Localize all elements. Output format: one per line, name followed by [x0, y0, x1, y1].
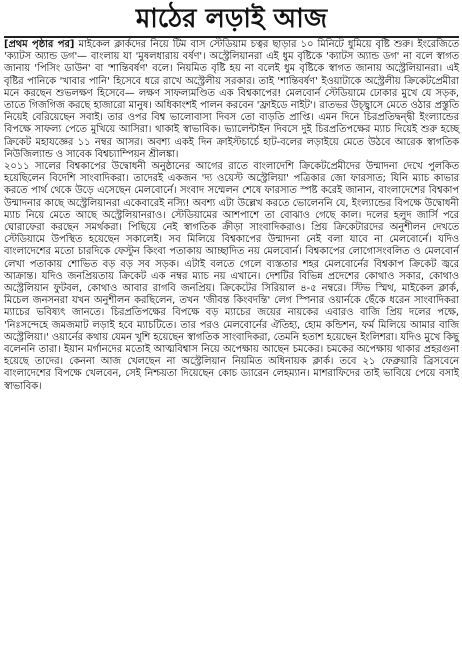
article-body	[4, 39, 459, 393]
continuation-tag: [প্রথম পৃষ্ঠার পর]	[4, 39, 75, 50]
article-paragraph-2	[4, 161, 459, 393]
headline: মাঠের লড়াই আজ	[135, 4, 328, 34]
paragraph-text: ২০১১ সালের বিশ্বকাপের উদ্বোধনী অনুষ্ঠানের আগের রাতে বাংলাদেশি ক্রিকেটপ্রেমীদের উন্মাদনা দেখে পুলকিত হয়েছিলেন বিদেশি সাংবাদিকরা। তাদেরই একজন 'দ্য ওয়েস্ট অস্ট্রেলিয়া' পত্রিকার জো ফারসাত; যিনি ম্যাচ কাভার করতে পার্থ থেকে উড়ে এসেছেন মেলবোর্নে। সংবাদ সম্মেলন শেষে ফারসাত স্পষ্ট করেই জানান, বাংলাদেশের বিশ্বকাপ উন্মাদনার কাছে অস্ট্রেলিয়ানরা একেবারেই নস্যি! অবশ্য এটা উল্লেখ করতে ভোলেননি যে, ইংল্যান্ডের বিপক্ষে উদ্বোধনী ম্যাচ নিয়ে মেতে আছে অস্ট্রেলিয়ানরাও। স্টেডিয়ামের আশপাশে তা বোঝাও গেছে কাল। দলের হলুদ জার্সি পরে ঘোরাফেরা করছেন সমর্থকরা। পিছিয়ে নেই স্বাগতিক ক্রীড়া সাংবাদিকরাও। প্রিয় ক্রিকেটারদের অনুশীলন দেখতে স্টেডিয়ামে উপস্থিত হয়েছেন সকালেই। সব মিলিয়ে বিশ্বকাপের উন্মাদনা নেই বলা যাবে না মেলবোর্নে। যদিও বাংলাদেশের মতো চারদিকে ফেস্টুন কিংবা পতাকায় আচ্ছাদিত নয় মেলবোর্ন। বিশ্বকাপের লোগোসংবলিত ও মেলবোর্ন লেখা পতাকায় শোভিত বড় বড় সব সড়ক। এটাই বলতে গেলে ব্যস্ততার শহর মেলবোর্নের বিশ্বকাপ ক্রিকেট জ্বরে আক্রান্ত। যদিও জনপ্রিয়তায় ক্রিকেট এক নম্বর ম্যাচ নয় এখানে। দেশটির বিভিন্ন প্রদেশের কোথাও সকার, কোথাও অস্ট্রেলিয়ান ফুটবল, কোথাও আবার রাগবি জনপ্রিয়। ক্রিকেটের সিরিয়াল ৪-৫ নম্বরে। স্টিভ স্মিথ, মাইকেল ক্লার্ক, মিচেল জনসনরা যখন অনুশীলন করছিলেন, তখন 'জীবন্ত কিংবদন্তি' লেগ স্পিনার ওয়ার্নকে ছেঁকে ধরেন সাংবাদিকরা ম্যাচের ভবিষ্যৎ জানতে। চিরপ্রতিপক্ষের বিপক্ষে বড় ম্যাচের জয়ের নায়কের এবারও বাজি প্রিয় দলের পক্ষে, 'নিঃসন্দেহে জমজমাট লড়াই হবে ম্যাচটিতে। তার পরও মেলবোর্নের ঐতিহ্য, হোম কন্ডিশন, ফর্ম মিলিয়ে আমার বাজি অস্ট্রেলিয়া।' ওয়ার্নের কথায় যেমন খুশি হয়েছেন স্বাগতিক সাংবাদিকরা, তেমনি হতাশ হয়েছেন ইংলিশরা। যদিও মুখে কিছু বলেননি তারা। ইয়ান মর্গানদের মতোই আত্মবিশ্বাস নিয়ে অপেক্ষায় আছেন চমকের। চমকের অপেক্ষায় থাকার প্রহরগুনা হয়েছে তাদের। কেননা আজ খেলছেন না অস্ট্রেলিয়ান নিয়মিত অধিনায়ক ক্লার্ক। তবে ২১ ফেব্রুয়ারি ব্রিসবেনে বাংলাদেশের বিপক্ষে খেলবেন, সেই নিশ্চয়তা দিয়েছেন কোচ ড্যারেন লেহম্যান। মাশরাফিদের তাই ভাবিয়ে পেয়ে বসাই স্বাভাবিক।	[4, 161, 459, 392]
article-paragraph-1	[4, 39, 459, 161]
headline-divider	[4, 36, 459, 38]
paragraph-text: মাইকেল ক্লার্কদের নিয়ে টিম বাস স্টেডিয়াম চত্বর ছাড়ার ১০ মিনিটে ধুমিয়ে বৃষ্টি শুরু। ইংরেজিতে 'ক্যাটস অ্যান্ড ডগ'— বাংলায় যা 'মুষলধারায় বর্ষণ'। অস্ট্রেলিয়ানরা এই ধুম বৃষ্টিকে 'ক্যাটস অ্যান্ড ডগ' না বলে স্বাগত জানায় 'পিসিং ডাউন' বা 'শান্তিবর্ষণ' বলে। নিয়মিত বৃষ্টি হয় না বলেই ধুম বৃষ্টিকে স্বাগত জানায় অস্ট্রেলিয়ানরা। এই বৃষ্টির পানিকে 'খাবার পানি' হিসেবে ধরে রাখে অস্ট্রেলীয় সরকার। তাই 'শান্তিবর্ষণ' ইওয়াটাকে অস্ট্রেলীয় ক্রিকেটপ্রেমীরা মনে করছেন শুভলক্ষণ হিসেবে— লক্ষণ সাফল্যমণ্ডিত এক বিশ্বকাপের! মেলবোর্ন স্টেডিয়ামে ঢোকার মুখে যে সড়ক, তাতে গিজগিজ করছে হাজারো মানুষ। অধিকাংশই পালন করবেন 'ফ্রাইডে নাইট'। রাতভর উচ্ছ্বাসে মেতে ওঠার প্রস্তুতি নিয়েই বেরিয়েছেন সবাই। তার ওপর বিশ্ব ভালোবাসা দিবস তো বাড়তি প্রাপ্তি। এমন দিনে চিরপ্রতিদ্বন্দ্বী ইংল্যান্ডের বিপক্ষে সাফল্য পেতে মুখিয়ে আসিরা। থাকাই স্বাভাবিক। ভ্যালেন্টাইন দিবসে দুই চিরপ্রতিপক্ষের ম্যাচ দিয়েই শুরু হচ্ছে ক্রিকেট মহাযজ্ঞের ১১ নম্বর আসর। অবশ্য একই দিন ক্রাইস্টচার্চে হাট-বলের লড়াইয়ে মেতে উঠবে আরেক স্বাগতিক নিউজিল্যান্ড ও সাবেক বিশ্বচ্যাম্পিয়ন শ্রীলঙ্কা।	[4, 39, 459, 160]
